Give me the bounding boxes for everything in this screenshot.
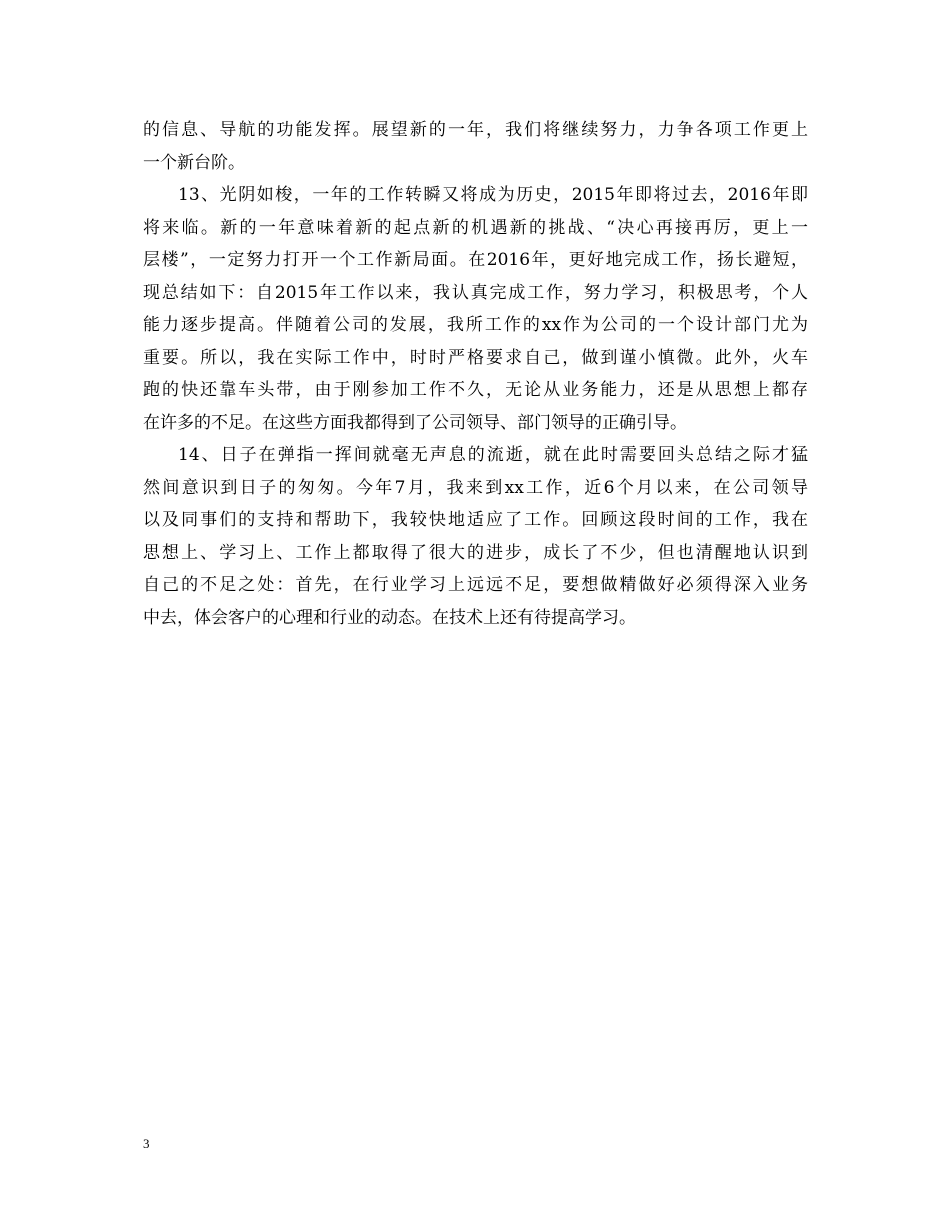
text-line: 自己的不足之处：首先，在行业学习上远远不足，要想做精做好必须得深入业务 — [143, 575, 808, 595]
paragraph-13-start: 13、光阴如梭，一年的工作转瞬又将成为历史，2015年即将过去，2016年即 — [178, 185, 808, 205]
text-line: 能力逐步提高。伴随着公司的发展，我所工作的xx作为公司的一个设计部门尤为 — [143, 315, 808, 335]
text-line: 将来临。新的一年意味着新的起点新的机遇新的挑战、“决心再接再厉，更上一 — [143, 217, 808, 238]
text-line: 中去，体会客户的心理和行业的动态。在技术上还有待提高学习。 — [143, 607, 636, 628]
page-number: 3 — [143, 1136, 150, 1151]
paragraph-14-start: 14、日子在弹指一挥间就毫无声息的流逝，就在此时需要回头总结之际才猛 — [178, 445, 808, 465]
text-line: 的信息、导航的功能发挥。展望新的一年，我们将继续努力，力争各项工作更上 — [143, 120, 808, 140]
text-line: 以及同事们的支持和帮助下，我较快地适应了工作。回顾这段时间的工作，我在 — [143, 510, 808, 530]
body-text — [143, 114, 808, 634]
text-line: 一个新台阶。 — [143, 152, 245, 173]
text-line: 层楼”，一定努力打开一个工作新局面。在2016年，更好地完成工作，扬长避短， — [143, 250, 808, 270]
text-line: 思想上、学习上、工作上都取得了很大的进步，成长了不少，但也清醒地认识到 — [143, 542, 808, 563]
text-line: 现总结如下：自2015年工作以来，我认真完成工作，努力学习，积极思考，个人 — [143, 282, 808, 303]
text-line: 然间意识到日子的匆匆。今年7月，我来到xx工作，近6个月以来，在公司领导 — [143, 477, 808, 498]
text-line: 在许多的不足。在这些方面我都得到了公司领导、部门领导的正确引导。 — [143, 412, 687, 433]
text-line: 跑的快还靠车头带，由于刚参加工作不久，无论从业务能力，还是从思想上都存 — [143, 380, 808, 400]
text-line: 重要。所以，我在实际工作中，时时严格要求自己，做到谨小慎微。此外，火车 — [143, 347, 808, 368]
